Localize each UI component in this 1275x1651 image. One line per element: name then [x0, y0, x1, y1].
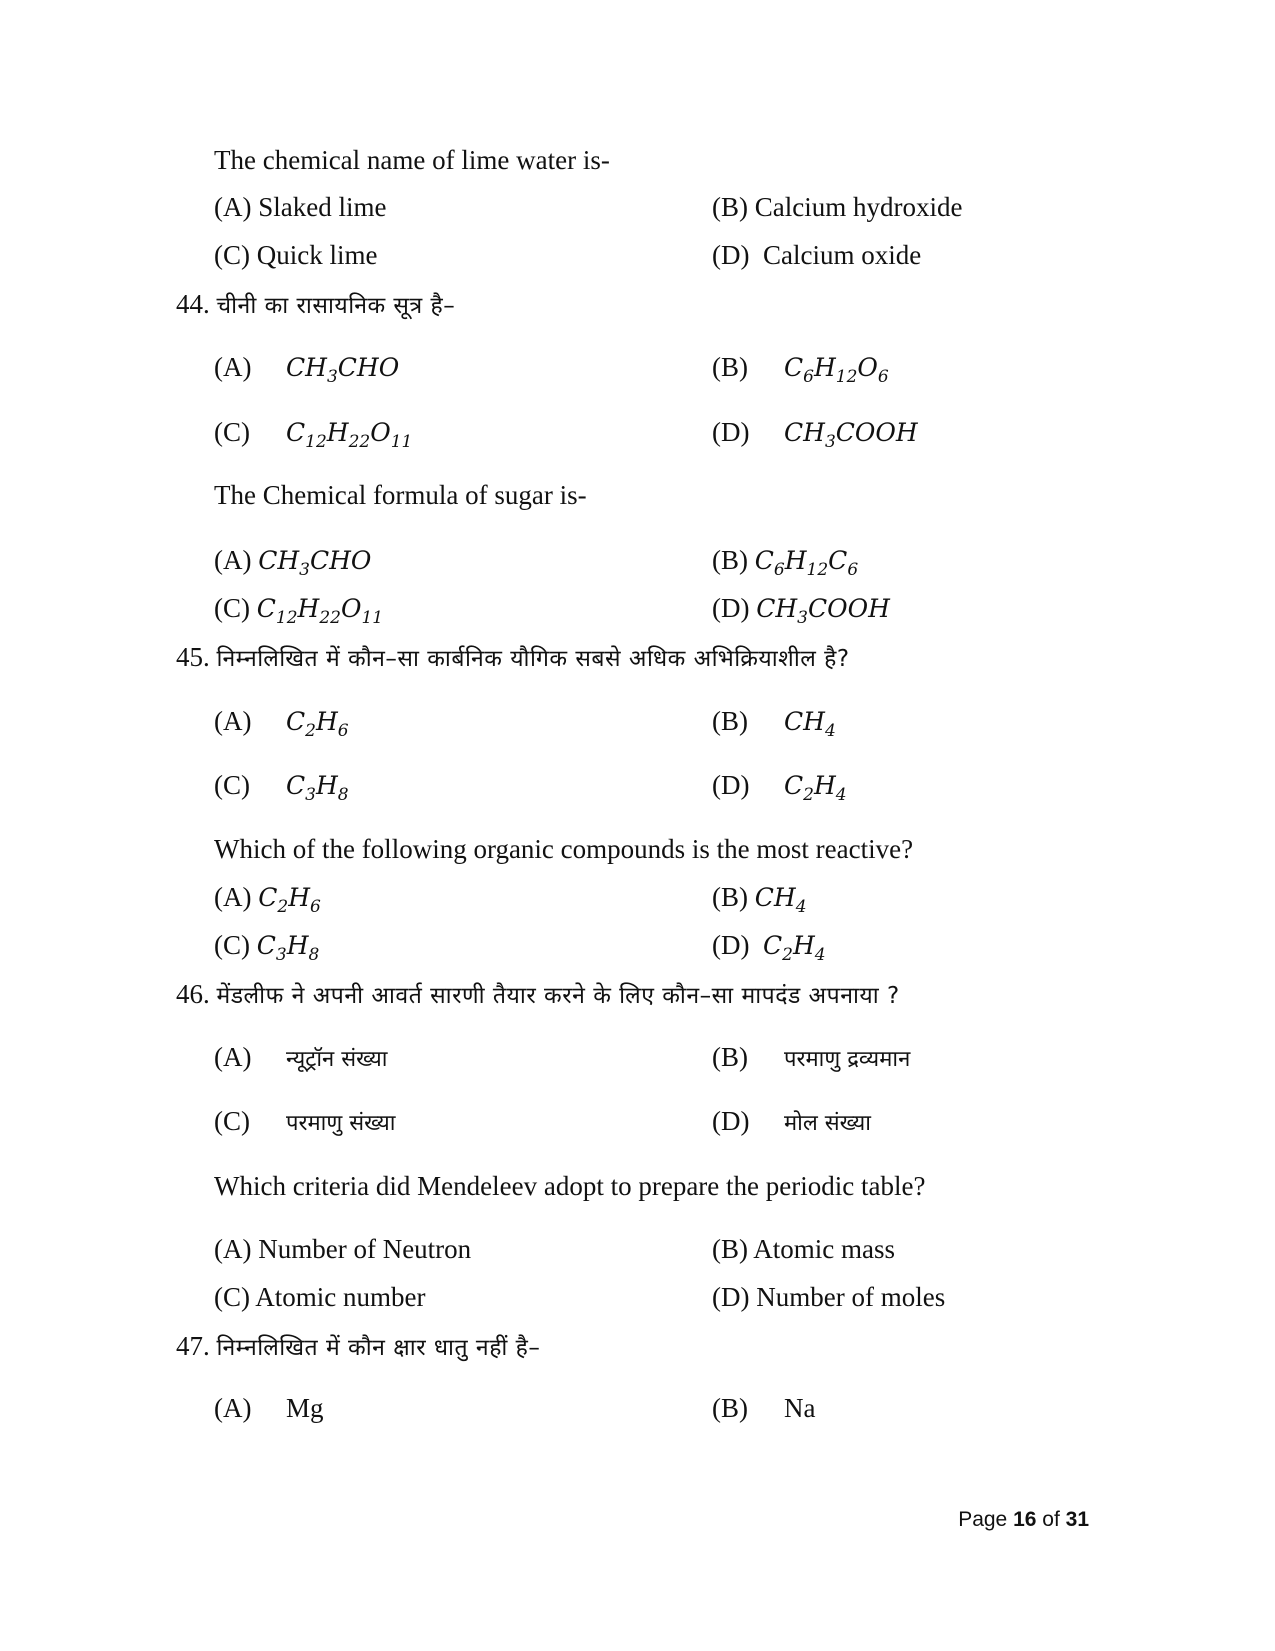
q44-english-option-c: (C) $C_{12}H_{22}O_{11}$ [214, 593, 384, 628]
q46-english-option-a: (A) Number of Neutron [214, 1234, 472, 1264]
q44-hindi-stem: 44. चीनी का रासायनिक सूत्र है– [176, 289, 456, 319]
q47-option-a: (A) Mg [214, 1393, 324, 1423]
page-number: Page 16 of 31 [958, 1508, 1089, 1531]
q45-english-option-a: (A) $C_2H_6$ [214, 882, 321, 917]
q45-english-option-c: (C) $C_3H_8$ [214, 930, 320, 965]
q44-english-option-d: (D) $CH_3COOH$ [712, 593, 890, 628]
q46-hindi-option-b: (B) परमाणु द्रव्यमान [712, 1042, 911, 1072]
formula: $C_2H_4$ [762, 931, 826, 965]
q45-english-stem: Which of the following organic compounds is the most reactive? [214, 834, 914, 864]
q47-option-b: (B) Na [712, 1393, 816, 1423]
q43-option-b: (B) Calcium hydroxide [712, 192, 963, 222]
formula: $C_{12}H_{22}O_{11}$ [256, 594, 384, 628]
q43-option-a: (A) Slaked lime [214, 192, 387, 222]
formula: $CH_4$ [754, 883, 807, 917]
q47-hindi-stem: 47. निम्नलिखित में कौन क्षार धातु नहीं है– [176, 1331, 541, 1361]
q43-english-stem: The chemical name of lime water is- [214, 145, 610, 175]
q44-english-option-b: (B) $C_6H_{12}C_6$ [712, 545, 859, 580]
q45-hindi-stem: 45. निम्नलिखित में कौन–सा कार्बनिक यौगिक सबसे अधिक अभिक्रियाशील है? [176, 642, 850, 672]
formula: $C_6H_{12}C_6$ [754, 546, 859, 580]
q46-english-option-c: (C) Atomic number [214, 1282, 426, 1312]
q45-hindi-option-c: (C) $C_3H_8$ [214, 770, 349, 805]
q46-hindi-stem: 46. मेंडलीफ ने अपनी आवर्त सारणी तैयार करने के लिए कौन–सा मापदंड अपनाया ? [176, 979, 900, 1009]
q44-hindi-option-b: (B) $C_6H_{12}O_6$ [712, 352, 889, 387]
formula: $C_2H_6$ [258, 883, 321, 917]
q46-english-option-b: (B) Atomic mass [712, 1234, 896, 1264]
formula: $CH_4$ [784, 707, 836, 741]
q43-option-d: (D) Calcium oxide [712, 240, 922, 270]
formula: $C_3H_8$ [286, 771, 349, 805]
q46-hindi-option-d: (D) मोल संख्या [712, 1106, 871, 1136]
q43-option-c: (C) Quick lime [214, 240, 378, 270]
q44-english-option-a: (A) $CH_3CHO$ [214, 545, 372, 580]
formula: $C_{12}H_{22}O_{11}$ [286, 418, 413, 452]
q45-english-option-d: (D) $C_2H_4$ [712, 930, 826, 965]
formula: $C_3H_8$ [256, 931, 320, 965]
q44-hindi-option-a: (A) $CH_3CHO$ [214, 352, 400, 387]
q45-hindi-option-a: (A) $C_2H_6$ [214, 706, 349, 741]
q46-hindi-option-a: (A) न्यूट्रॉन संख्या [214, 1042, 388, 1072]
formula: $CH_3COOH$ [784, 418, 918, 452]
q46-hindi-option-c: (C) परमाणु संख्या [214, 1106, 396, 1136]
q46-english-option-d: (D) Number of moles [712, 1282, 946, 1312]
q44-hindi-option-d: (D) $CH_3COOH$ [712, 417, 918, 452]
formula: $CH_3COOH$ [756, 594, 890, 628]
q44-hindi-option-c: (C) $C_{12}H_{22}O_{11}$ [214, 417, 413, 452]
formula: $C_2H_4$ [784, 771, 847, 805]
formula: $C_2H_6$ [286, 707, 349, 741]
formula: $CH_3CHO$ [286, 353, 400, 387]
formula: $CH_3CHO$ [258, 546, 372, 580]
q45-english-option-b: (B) $CH_4$ [712, 882, 807, 917]
q44-english-stem: The Chemical formula of sugar is- [214, 480, 587, 510]
q46-english-stem: Which criteria did Mendeleev adopt to prepare the periodic table? [214, 1171, 926, 1201]
q45-hindi-option-d: (D) $C_2H_4$ [712, 770, 847, 805]
q45-hindi-option-b: (B) $CH_4$ [712, 706, 836, 741]
formula: $C_6H_{12}O_6$ [784, 353, 889, 387]
